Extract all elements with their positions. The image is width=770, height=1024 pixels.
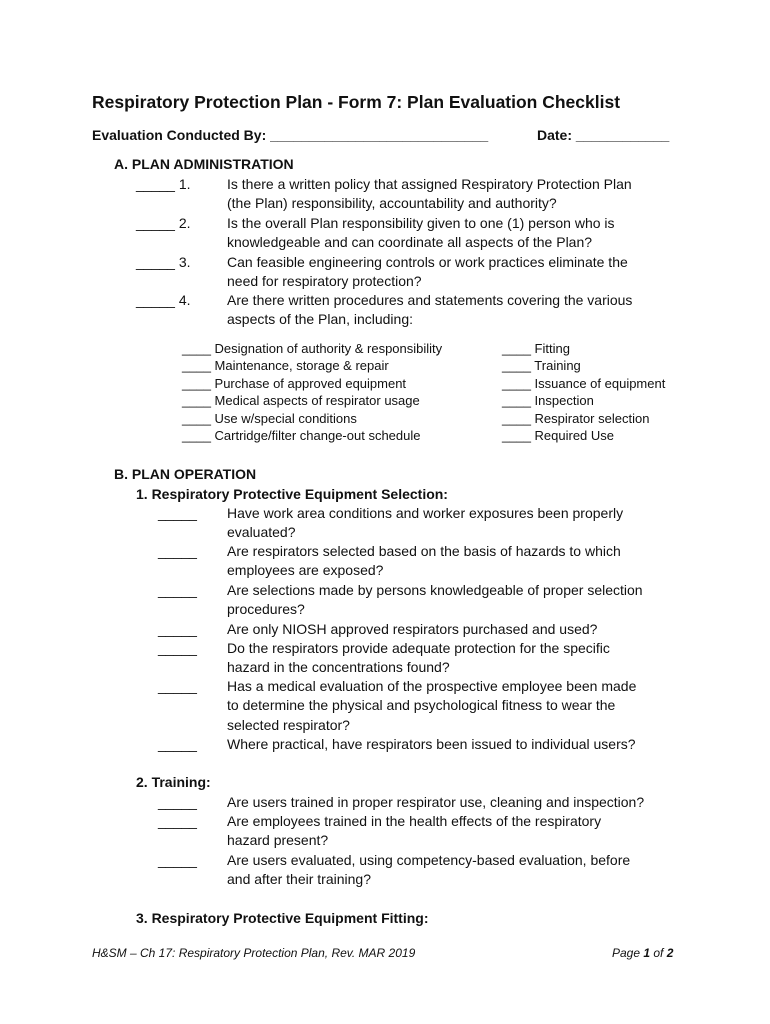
footer-document-reference: H&SM – Ch 17: Respiratory Protection Plan, Rev. MAR 2019 [92,946,416,960]
section-a-heading: A. PLAN ADMINISTRATION [114,156,294,172]
date-field[interactable]: Date: ____________ [537,127,670,143]
checklist-question: Are users evaluated, using competency-based evaluation, before and after their training? [227,852,631,888]
checklist-blank[interactable]: _____ [158,678,197,694]
checklist-question: Are users trained in proper respirator use, cleaning and inspection? [227,794,645,810]
checklist-blank[interactable]: _____ [158,852,197,868]
checklist-question: Where practical, have respirators been issued to individual users? [227,736,636,752]
checklist-blank[interactable]: _____ 1. [136,176,191,192]
subitem-special-conditions[interactable]: ____ Use w/special conditions [182,411,357,426]
checklist-blank[interactable]: _____ [158,813,197,829]
checklist-question: Are only NIOSH approved respirators purchased and used? [227,621,598,637]
subitem-designation-of-authority[interactable]: ____ Designation of authority & responsibility [182,341,443,356]
evaluation-conducted-by-field[interactable]: Evaluation Conducted By: ____________________________ [92,127,489,143]
page-title: Respiratory Protection Plan - Form 7: Plan Evaluation Checklist [92,92,621,112]
subitem-respirator-selection[interactable]: ____ Respirator selection [502,411,650,426]
checklist-blank[interactable]: _____ [158,794,197,810]
subitem-cartridge-change-out[interactable]: ____ Cartridge/filter change-out schedule [182,428,421,443]
checklist-blank[interactable]: _____ [158,505,197,521]
section-b-heading: B. PLAN OPERATION [114,466,257,482]
checklist-question: Have work area conditions and worker exposures been properly evaluated? [227,505,624,541]
subitem-training[interactable]: ____ Training [502,358,581,373]
subitem-maintenance-storage-repair[interactable]: ____ Maintenance, storage & repair [182,358,389,373]
checklist-question: Can feasible engineering controls or work practices eliminate the need for respiratory protection? [227,254,628,290]
checklist-question: Is the overall Plan responsibility given to one (1) person who is knowledgeable and can coordinate all aspects of the Plan? [227,215,615,251]
checklist-blank[interactable]: _____ 4. [136,292,191,308]
checklist-blank[interactable]: _____ [158,640,197,656]
checklist-question: Are respirators selected based on the basis of hazards to which employees are exposed? [227,543,621,579]
checklist-question: Has a medical evaluation of the prospective employee been made to determine the physical and psychological fitness to wear the selected respirator? [227,678,637,733]
subitem-fitting[interactable]: ____ Fitting [502,341,570,356]
subitem-inspection[interactable]: ____ Inspection [502,393,594,408]
checklist-blank[interactable]: _____ 2. [136,215,191,231]
checklist-question: Do the respirators provide adequate protection for the specific hazard in the concentrations found? [227,640,610,676]
checklist-question: Is there a written policy that assigned Respiratory Protection Plan (the Plan) responsibility, accountability and authority? [227,176,632,212]
checklist-blank[interactable]: _____ 3. [136,254,191,270]
checklist-blank[interactable]: _____ [158,543,197,559]
checklist-blank[interactable]: _____ [158,582,197,598]
subsection-3-heading: 3. Respiratory Protective Equipment Fitting: [136,910,429,926]
subitem-issuance-of-equipment[interactable]: ____ Issuance of equipment [502,376,666,391]
checklist-question: Are employees trained in the health effects of the respiratory hazard present? [227,813,602,849]
subitem-required-use[interactable]: ____ Required Use [502,428,615,443]
checklist-question: Are selections made by persons knowledgeable of proper selection procedures? [227,582,643,618]
subsection-1-heading: 1. Respiratory Protective Equipment Selection: [136,486,448,502]
checklist-blank[interactable]: _____ [158,621,197,637]
checklist-blank[interactable]: _____ [158,736,197,752]
checklist-question: Are there written procedures and statements covering the various aspects of the Plan, including: [227,292,633,328]
footer-page-number: Page 1 of 2 [612,946,674,960]
subitem-purchase-of-equipment[interactable]: ____ Purchase of approved equipment [182,376,407,391]
subitem-medical-aspects[interactable]: ____ Medical aspects of respirator usage [182,393,420,408]
subsection-2-heading: 2. Training: [136,774,211,790]
